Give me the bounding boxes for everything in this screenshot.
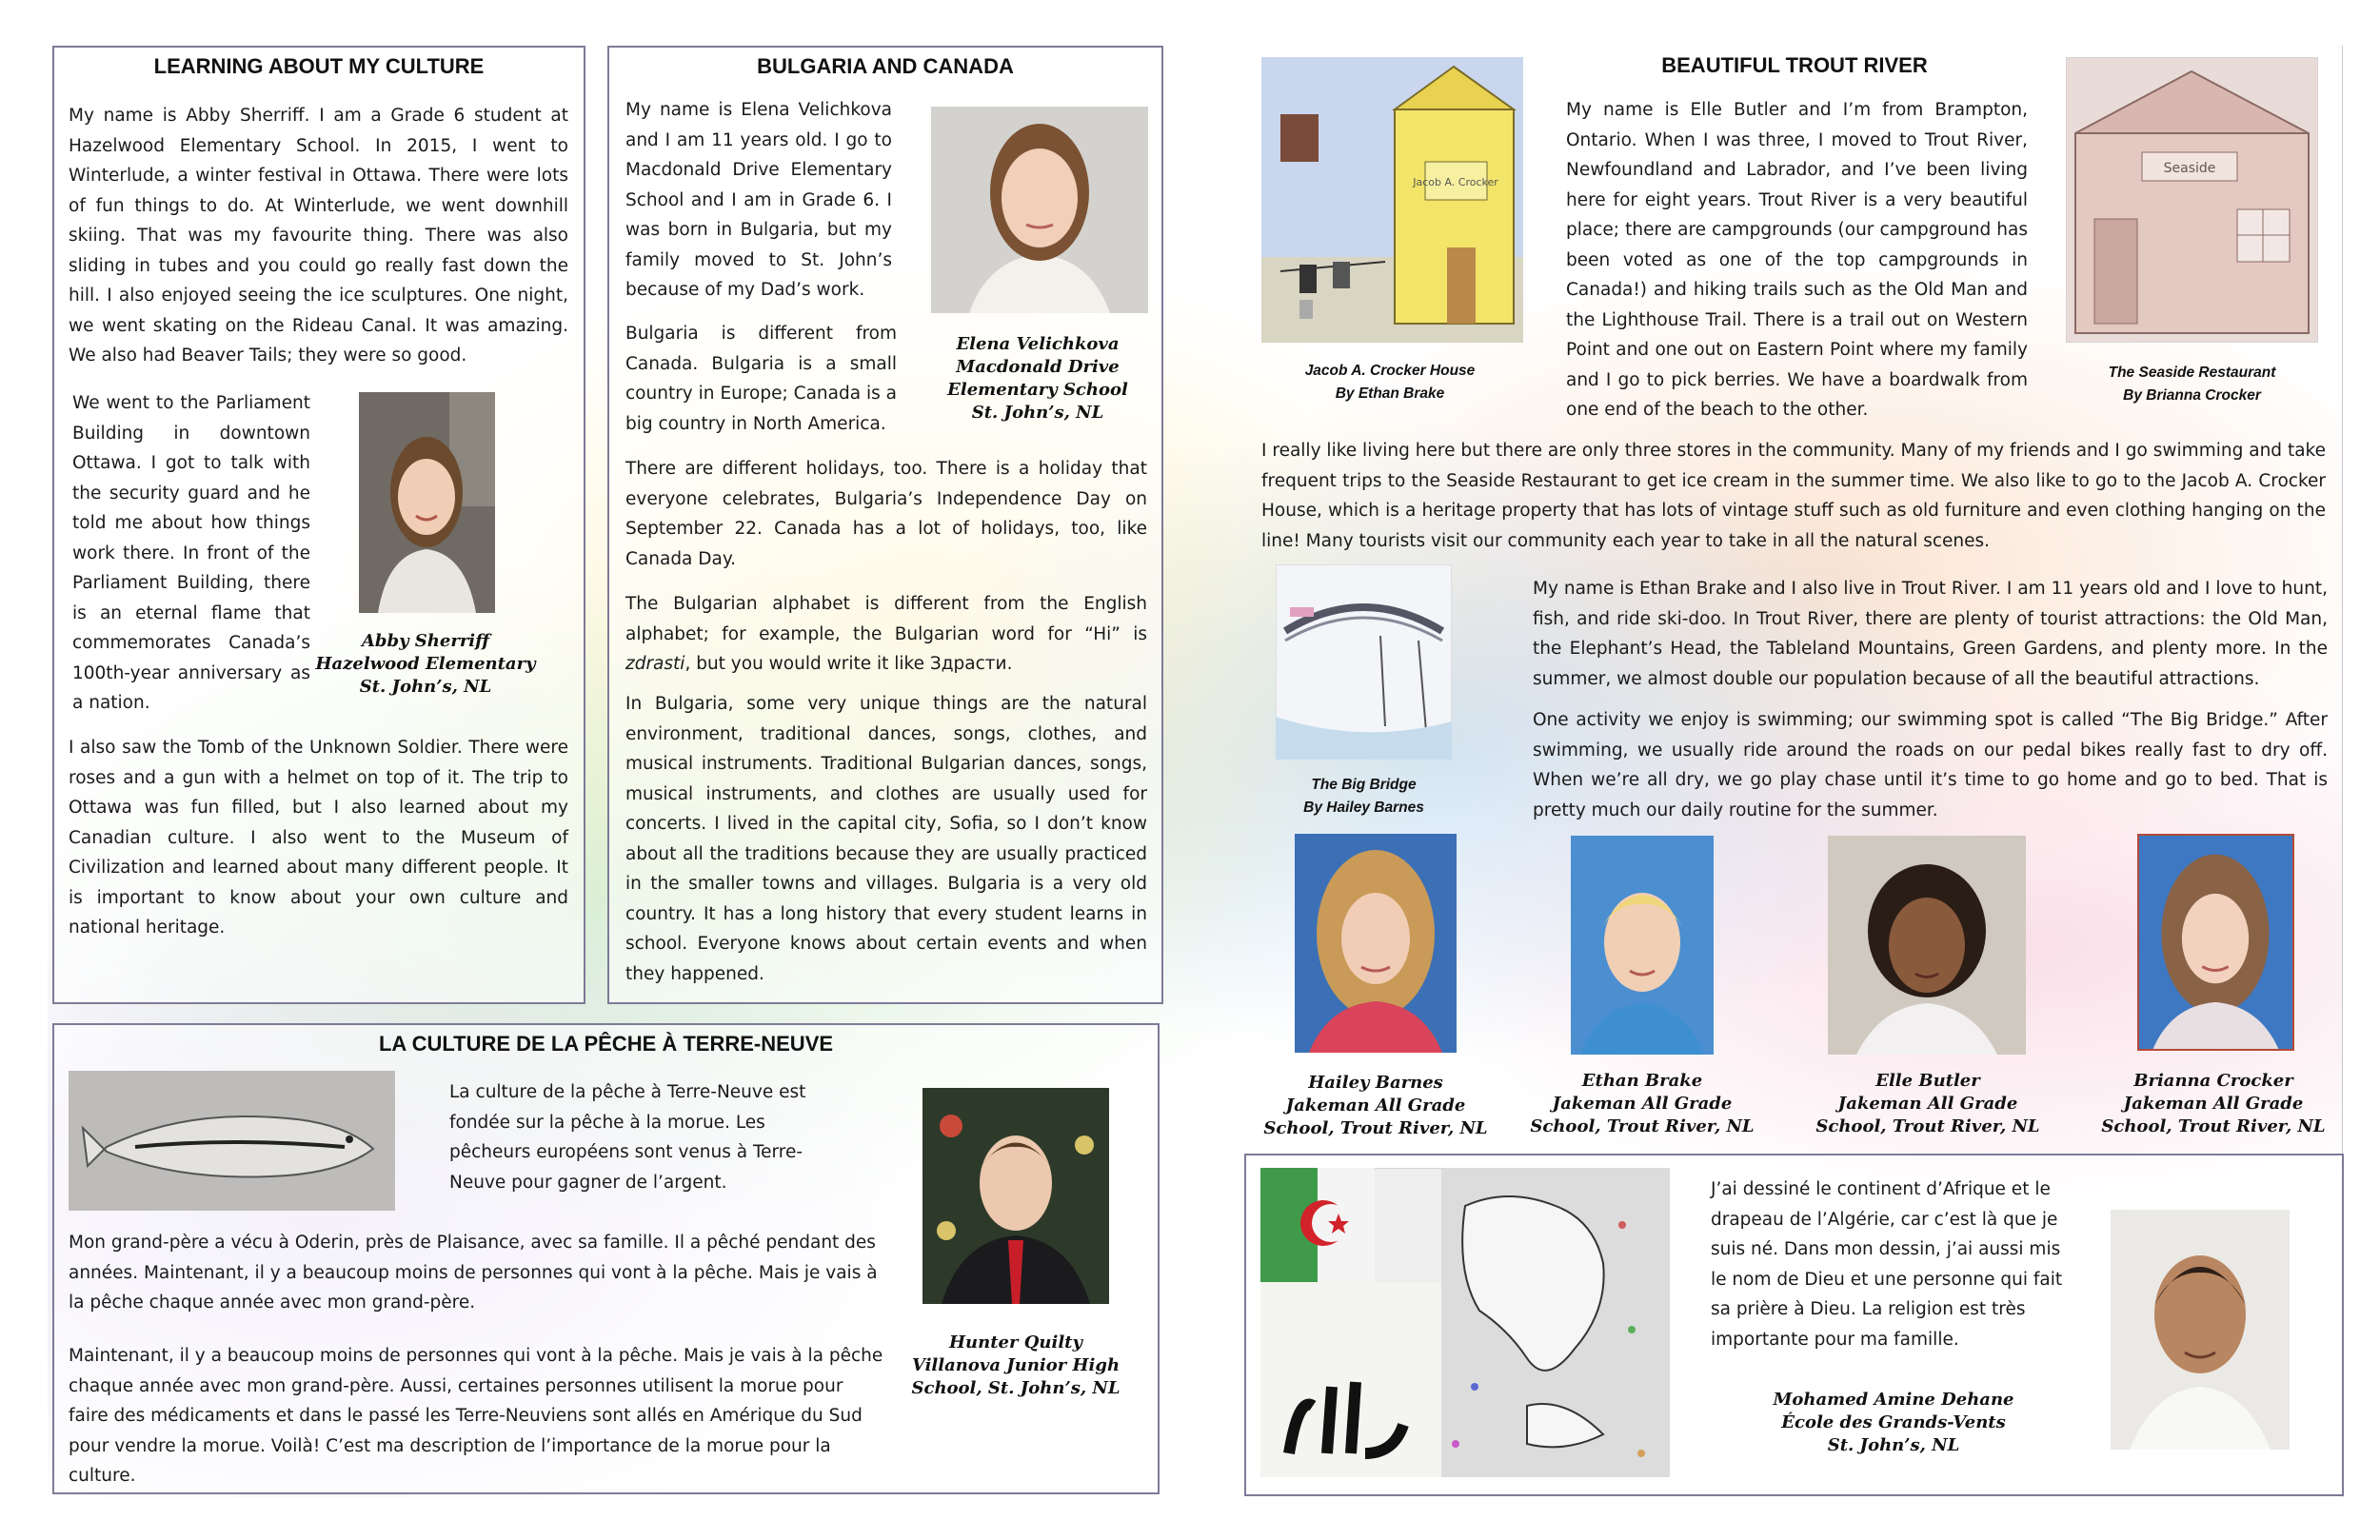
paragraph: Maintenant, il y a beaucoup moins de personnes qui vont à la pêche. Mais je vais à la pêche chaque année avec mon grand-père. Aussi, certaines personnes utilisent la morue pour faire des médicaments et dans le passé les Terre-Neuviens sont allés en Amérique du Sud pour vendre la morue. Voilà! C’est ma description de l’importance de la morue pour la culture. [69,1346,883,1486]
svg-text:Seaside: Seaside [2163,161,2216,176]
student-caption: Elle Butler Jakeman All Grade School, Trout River, NL [1815,1071,2040,1136]
elle-butler-photo [1828,836,2026,1055]
svg-text:Jacob A. Crocker: Jacob A. Crocker [1413,176,1498,188]
paragraph: I also saw the Tomb of the Unknown Soldier. There were roses and a gun with a helmet on top of it. The trip to Ottawa was fun filled, but I also learned about my Canadian culture. I also went to the Museum of Civilization and learned about many different people. It is important to know about your own culture and national heritage. [69,738,568,938]
paragraph: My name is Elle Butler and I’m from Brampton, Ontario. When I was three, I moved to Trout River, Newfoundland and Labrador, and I’ve been living here for eight years. Trout River is a very beautiful place; there are campgrounds (our campground has been voted as one of the top campgrounds in Canada!) and hiking trails such as the Old Man and the Lighthouse Trail. There is a trail out on Western Point and one out on Eastern Point where my family and I go to pick berries. We have a boardwalk from one end of the beach to the other. [1566,100,2028,420]
paragraph: Bulgaria is different from Canada. Bulgaria is a small country in Europe; Canada is a big country in North America. [625,324,897,434]
ethan-brake-photo [1571,836,1714,1055]
drawing-caption: Jacob A. Crocker House By Ethan Brake [1304,363,1476,402]
student-caption: Hailey Barnes Jakeman All Grade School, Trout River, NL [1263,1073,1488,1138]
hunter-quilty-photo [922,1088,1109,1304]
student-caption: Brianna Crocker Jakeman All Grade School, Trout River, NL [2101,1071,2326,1136]
panel-title: LA CULTURE DE LA PÊCHE À TERRE-NEUVE [378,1032,834,1056]
jacob-crocker-house-drawing [1261,57,1523,343]
cod-fish-drawing [69,1071,395,1211]
photo-caption: Hunter Quilty Villanova Junior High School, St. John’s, NL [911,1333,1121,1398]
africa-algeria-drawing [1260,1168,1670,1477]
section-trout-river [1247,46,2342,1159]
seaside-restaurant-drawing [2066,57,2318,343]
drawing-caption: The Seaside Restaurant By Brianna Crocker [2108,365,2276,404]
paragraph: In Bulgaria, some very unique things are the natural environment, traditional dances, songs, clothes, and musical instruments. Traditional Bulgarian dances, songs, musical instruments, and clothes are usually used for concerts. I lived in the capital city, Sofia, so I don’t know about all the traditions because they are usually practiced in the smaller towns and villages. Bulgaria is a very old country. It has a long history that every student learns in school. Everyone knows about certain events and when they happened. [625,694,1147,984]
panel-bulgaria-canada [607,46,1163,1004]
abby-sherriff-photo [359,392,495,613]
student-caption: Ethan Brake Jakeman All Grade School, Trout River, NL [1530,1071,1755,1136]
photo-caption: Mohamed Amine Dehane École des Grands-Vents St. John’s, NL [1773,1390,2014,1455]
section-title: BEAUTIFUL TROUT RIVER [1661,53,1928,77]
brianna-crocker-photo [2137,834,2294,1051]
paragraph: My name is Abby Sherriff. I am a Grade 6 student at Hazelwood Elementary School. In 2015, I went to Winterlude, a winter festival in Ottawa. There were lots of fun things to do. At Winterlude, we went downhill skiing. That was my favourite thing. There was also sliding in tubes and you could go really fast down the hill. I also enjoyed seeing the ice sculptures. One night, we went skating on the Rideau Canal. It was amazing. We also had Beaver Tails; they were so good. [69,106,568,365]
photo-caption: Elena Velichkova Macdonald Drive Elementary School St. John’s, NL [947,334,1128,423]
panel-title: BULGARIA AND CANADA [757,54,1014,78]
paragraph: My name is Ethan Brake and I also live in Trout River. I am 11 years old and I love to hunt, fish, and ride ski-doo. In Trout River, there are plenty of tourist attractions: the Old Man, the Elephant’s Head, the Tableland Mountains, Green Gardens, and plenty more. In the summer, we almost double our population because of all the beautiful attractions. [1533,579,2328,689]
paragraph: I really like living here but there are only three stores in the community. Many of my friends and I go swimming and take frequent trips to the Seaside Restaurant to get ice cream in the summer time. We also like to go to the Jacob A. Crocker House, which is a heritage property that has lots of vintage stuff such as old furniture and even clothing hanging on the line! Many tourists visit our community each year to take in all the natural scenes. [1261,441,2326,551]
panel-algerie [1244,1154,2344,1496]
panel-title: LEARNING ABOUT MY CULTURE [153,54,485,78]
paragraph: There are different holidays, too. There is a holiday that everyone celebrates, Bulgaria’s Independence Day on September 22. Canada has a lot of holidays, too, like Canada Day. [625,459,1147,569]
photo-caption: Abby Sherriff Hazelwood Elementary St. John’s, NL [315,631,536,697]
panel-learning-culture [52,46,585,1004]
paragraph: La culture de la pêche à Terre-Neuve est fondée sur la pêche à la morue. Les pêcheurs européens sont venus à Terre-Neuve pour gagner de l’argent. [449,1082,806,1193]
hailey-barnes-photo [1295,834,1457,1053]
big-bridge-drawing [1276,564,1452,760]
paragraph: The Bulgarian alphabet is different from the English alphabet; for example, the Bulgarian word for “Hi” is zdrasti, but you would write it like Здрасти. [625,594,1147,674]
paragraph: We went to the Parliament Building in downtown Ottawa. I got to talk with the security guard and he told me about how things work there. In front of the Parliament Building, there is an eternal flame that commemorates Canada’s 100th-year anniversary as a nation. [72,393,310,713]
paragraph: One activity we enjoy is swimming; our swimming spot is called “The Big Bridge.” After swimming, we usually ride around the roads on our pedal bikes really fast to dry off. When we’re all dry, we go play chase until it’s time to go home and go to bed. That is pretty much our daily routine for the summer. [1533,710,2328,820]
drawing-caption: The Big Bridge By Hailey Barnes [1303,777,1424,816]
paragraph: Mon grand-père a vécu à Oderin, près de Plaisance, avec sa famille. Il a pêché pendant des années. Maintenant, il y a beaucoup moins de personnes qui vont à la pêche. Mais je vais à la pêche chaque année avec mon grand-père. [69,1233,878,1313]
panel-culture-peche [52,1023,1160,1494]
elena-velichkova-photo [931,107,1148,313]
paragraph: J’ai dessiné le continent d’Afrique et le drapeau de l’Algérie, car c’est là que je suis né. Dans mon dessin, j’ai aussi mis le nom de Dieu et une personne qui fait sa prière à Dieu. La religion est très importante pour ma famille. [1711,1179,2063,1350]
paragraph: My name is Elena Velichkova and I am 11 years old. I go to Macdonald Drive Elementary School and I am in Grade 6. I was born in Bulgaria, but my family moved to St. John’s because of my Dad’s work. [625,100,892,300]
mohamed-amine-dehane-photo [2111,1210,2290,1450]
